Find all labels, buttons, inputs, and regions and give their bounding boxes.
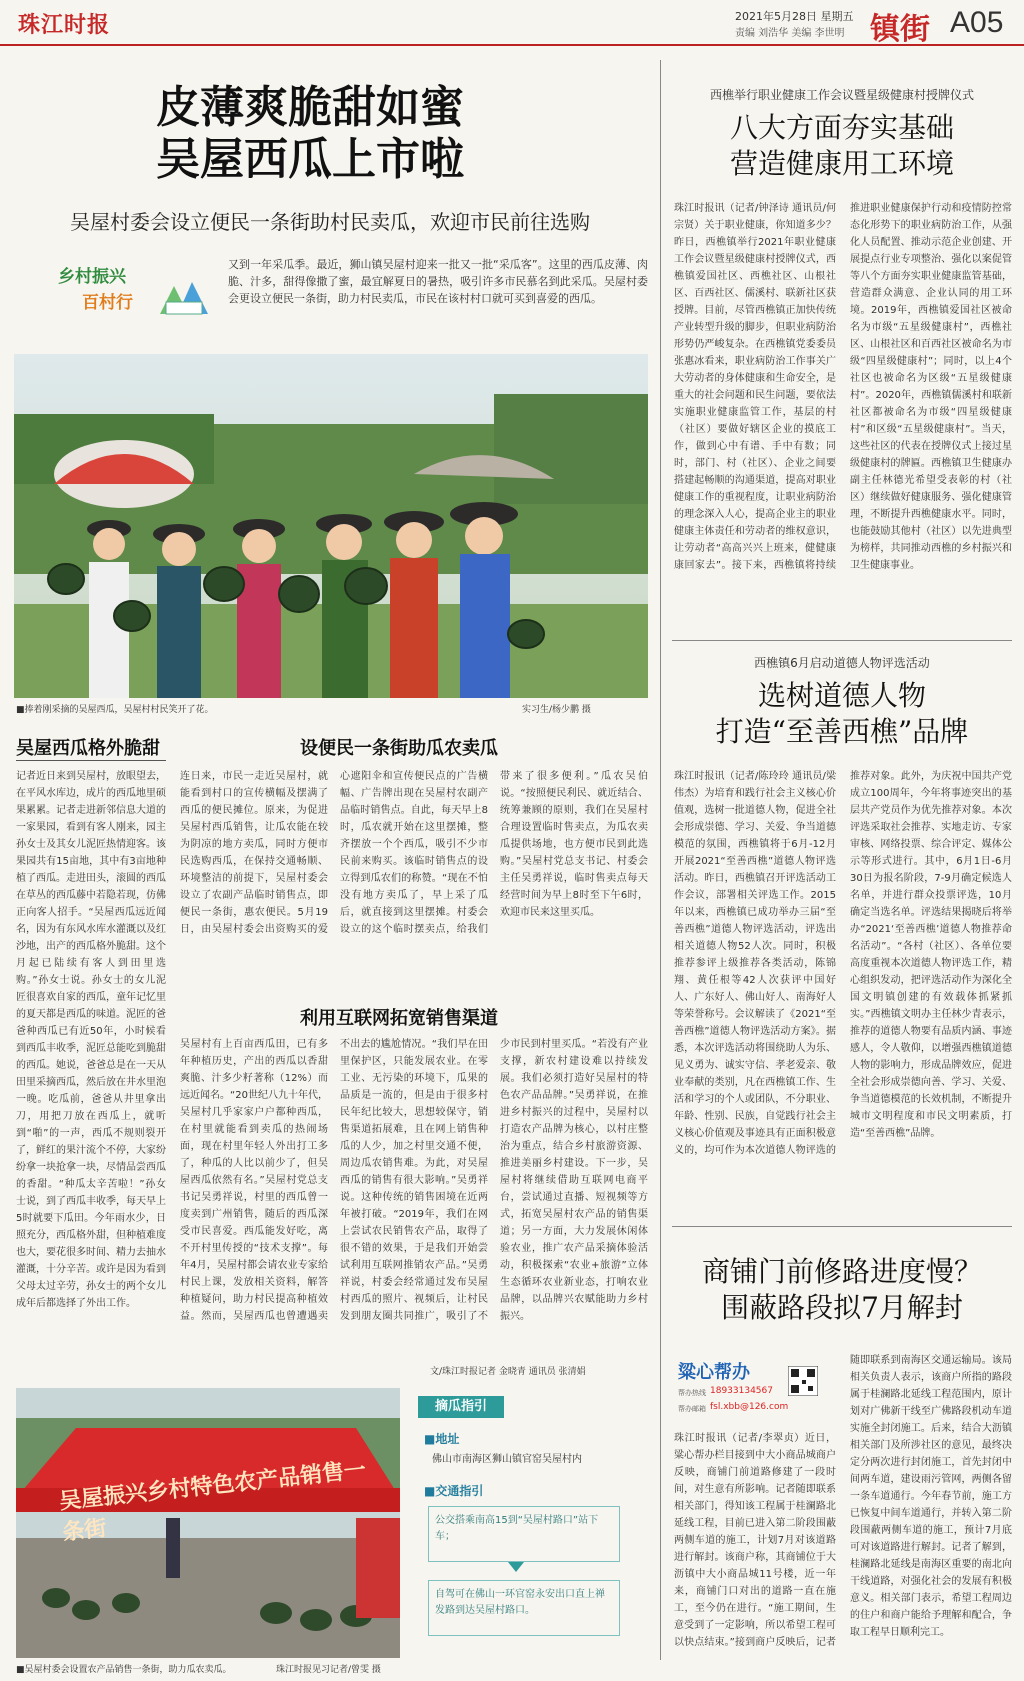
- masthead: [0, 0, 1024, 46]
- paper-logo: 珠江时报: [18, 12, 111, 38]
- story2-headline-line2: 营造健康用工环境: [729, 147, 954, 180]
- picking-guide: [416, 1392, 648, 1654]
- story4-text: [674, 1352, 1012, 1670]
- guide-bus: 公交搭乘南高15到“吴屋村路口”站下车；: [428, 1506, 620, 1562]
- section1-text: 记者近日来到吴屋村，放眼望去，在平风水库边，成片的西瓜地里硕果累累。记者走进新邻信息大道的一家果园，看到有客人刚来，园主孙女士及其女儿泥匠热情迎客。该果园共有15亩地，其中有3亩地种植了西瓜。走进田头，滚圆的西瓜在草丛的西瓜藤中若隐若现，仿佛正向客人招手。“吴屋西瓜远近闻名，因为有东风水库水灌溉以及红沙地，出产的西瓜格外脆甜。这个月起已陆续有客人到田里选购。”孙女士说。孙女士的女儿泥匠很喜欢自家的西瓜，童年记忆里的夏天都是西瓜的味道。泥匠的爸爸种西瓜已有近50年，小时候看到西瓜丰收季，泥匠总能吃到脆甜的西瓜。她说，爸爸总是在一天从田里采摘西瓜，然后放在井水里泡一晚。吃瓜前，爸爸从井里拿出刀，用把刀放在西瓜上，就听到“啪”的一声，西瓜不规则裂开了，鲜红的果汁流个不停，大家纷纷拿一块抢拿一块，尽情品尝西瓜的香甜。“种瓜太辛苦啦！”孙女士说，到了西瓜丰收季，每天早上5时就要下瓜田。今年雨水少，日照充分，西瓜格外甜，但种植难度也大，要花很多时间、精力去抽水灌溉，十分辛苦。或许是因为看到父母太过辛劳，孙女士的两个女儿成年后都选择了外出工作。: [16, 771, 166, 1309]
- market-photo-caption: ■吴屋村委会设置农产品销售一条街，助力瓜农卖瓜。: [16, 1665, 232, 1675]
- rural-revival-badge: [52, 256, 212, 328]
- market-photo-credit: 珠江时报见习记者/曾雯 摄: [276, 1665, 381, 1675]
- help-hotline: 18933134567: [710, 1386, 773, 1396]
- lead-photo: [14, 354, 648, 698]
- story2-kicker: 西樵举行职业健康工作会议暨星级健康村授牌仪式: [709, 88, 974, 102]
- lead-intro: 又到一年采瓜季。最近，狮山镇吴屋村迎来一批又一批“采瓜客”。这里的西瓜皮薄、肉脆、汁多，甜得像撒了蜜，最宜解夏日的暑热，吸引许多市民慕名到此采瓜。吴屋村委会更设立便民一条街，助力村民卖瓜，市民在该村村口就可买到喜爱的西瓜。: [228, 258, 648, 305]
- lead-byline: 文/珠江时报记者 金晓青 通讯员 张清娟: [430, 1367, 586, 1377]
- section-label: 镇街: [870, 12, 930, 47]
- story3-kicker: 西樵镇6月启动道德人物评选活动: [754, 656, 930, 670]
- guide-address: 佛山市南海区狮山镇官窑吴屋村内: [432, 1454, 582, 1465]
- section2-title: 设便民一条街助瓜农卖瓜: [300, 738, 498, 759]
- help-email-label: 帮办邮箱: [678, 1405, 706, 1413]
- story4-headline-line2: 围蔽路段拟7月解封: [721, 1291, 963, 1324]
- section3-text: 吴屋村有上百亩西瓜田，已有多年种植历史，产出的西瓜以香甜爽脆、汁多少籽著称（12%）而远近闻名。“20世纪八九十年代，吴屋村几乎家家户户都种西瓜，在村里就能看到卖瓜的热闹场面，现在村里年轻人外出打工多了，种瓜的人比以前少了，但吴屋西瓜依然有名。”吴屋村党总支书记吴勇祥说，村里的西瓜曾一度卖到广州销售，随后的西瓜深受市民喜爱。西瓜能发好吃，离不开村里传授的“技术支撑”。每年4月，吴屋村都会请农业专家给村民上课，发放相关资料，解答种植疑问，助力村民提高种植效益。然而，吴屋西瓜也曾遭遇卖不出去的尴尬情况。“我们早在田里保护区，只能发展农业。在零工业、无污染的环境下，瓜果的品质是一流的，但是由于很多村民年纪比较大，思想较保守，销售渠道拓展难，且在网上销售种瓜的人少，加之村里交通不便，周边瓜农销售难。为此，对吴屋西瓜的销售有很大影响。”吴勇祥说。这种传统的销售困境在近两年被打破。“2019年，我们在网上尝试农民销售农产品，取得了很不错的效果，于是我们开始尝试利用互联网推销农产品。”吴勇祥说，村委会经常通过发布吴屋村西瓜的照片、视频后，让村民发到朋友圈共同推广，吸引了不少市民到村里买瓜。“若没有产业支撑，新农村建设难以持续发展。我们必须打造好吴屋村的特色农产品品牌。”吴勇祥说，在推进乡村振兴的过程中，吴屋村以打造农产品牌为核心，以村庄整治为重点，结合乡村旅游资源、推进美丽乡村建设。下一步，吴屋村将继续借助互联网电商平台，尝试通过直播、短视频等方式，拓宽吴屋村农产品的销售渠道；另一方面，大力发展休闲体验农业，推广农产品采摘体验活动，积极探索“农业+旅游”立体生态循环农业新业态，打响农业品牌，以品牌兴农赋能助力乡村振兴。: [180, 1039, 648, 1322]
- section1-rule: [16, 760, 166, 761]
- story3-headline-line2: 打造“至善西樵”品牌: [715, 715, 969, 748]
- lead-headline: [100, 82, 520, 186]
- help-column-name: 粱心帮办: [678, 1362, 750, 1383]
- lead-headline-line1: 皮薄爽脆甜如蜜: [156, 82, 464, 133]
- story2-headline-line1: 八大方面夯实基础: [729, 111, 954, 144]
- watermelon-farmers-photo: [14, 354, 648, 698]
- column-divider: [660, 60, 661, 1660]
- story3-headline: [672, 678, 1012, 750]
- help-hotline-label: 帮办热线: [678, 1389, 706, 1397]
- story2-headline: [672, 110, 1012, 182]
- village-icon: [156, 268, 212, 318]
- story4-headline-line1: 商铺门前修路进度慢？: [701, 1255, 982, 1288]
- guide-drive: 自驾可在佛山一环官窑永安出口直上禅发路到达吴屋村路口。: [428, 1580, 620, 1636]
- guide-address-label: ■地址: [424, 1432, 460, 1446]
- guide-transport-label: ■交通指引: [424, 1484, 484, 1498]
- arrow-down-icon: [508, 1562, 524, 1574]
- help-box-spacer: [674, 1352, 822, 1430]
- story3-text: 珠江时报讯（记者/陈玲玲 通讯员/梁伟杰）为培育和践行社会主义核心价值观，选树一批道德人物，促进全社会形成崇德、学习、关爱、争当道德模范的氛围，西樵镇将于6月-12月开展2021“至善西樵”道德人物评选活动。昨日，西樵镇召开评选活动工作会议，部署相关评选工作。2015年以来，西樵镇已成功举办三届“至善西樵”道德人物评选活动，评选出相关道德人物52人次。同时，积极推荐参评上级推荐各类活动，陈锦翔、黄任根等42人次获评中国好人、广东好人、佛山好人、南海好人等荣誉称号。会议解读了《2021“至善西樵”道德人物评选活动方案》。据悉，本次评选活动将围绕助人为乐、见义勇为、诚实守信、孝老爱亲、敬业奉献的类别，凡在西樵镇工作、生活和学习的个人或团队，不分职业、年龄、性别、民族，自觉践行社会主义核心价值观及事迹具有正面积极意义的，均可作为本次道德人物评选的推荐对象。此外，为庆祝中国共产党成立100周年，今年将事迹突出的基层共产党员作为优先推荐对象。本次评选采取社会推荐、实地走访、专家审核、网络投票、综合评定、媒体公示等形式进行。其中，6月1日-6月30日为报名阶段，7-9月确定候选人名单，并进行群众投票评选，10月确定当选名单。评选结果揭晓后将举办“2021‘至善西樵’道德人物推荐命名活动”。“各村（社区）、各单位要高度重视本次道德人物评选工作，精心组织发动，把评选活动作为深化全国文明镇创建的有效载体抓紧抓实。”西樵镇文明办主任林少青表示，推荐的道德人物要有品质内涵、事迹感人，令人敬仰，以增强西樵镇道德人物的影响力，形成品牌效应，促进全社会形成崇德向善、学习、关爱、争当道德模范的长效机制，不断提升城市文明程度和市民文明素质，打造“至善西樵”品牌。: [674, 771, 1012, 1156]
- story3-headline-line1: 选树道德人物: [757, 679, 926, 712]
- story4-headline: [672, 1254, 1012, 1326]
- section1-title: 吴屋西瓜格外脆甜: [16, 738, 160, 759]
- story4-text-body: 珠江时报讯（记者/李翠贞）近日，粱心帮办栏目接到中大小商品城商户反映，商铺门前道路修建了一段时间，对生意有所影响。记者随即联系相关部门，得知该工程属于桂澜路北延线工程，目前已进入第二阶段围蔽两侧车道的施工，计划7月对该道路进行解封。该商户称，其商铺位于大沥镇中大小商品城11号楼，近一年来，商铺门口对出的道路一直在施工，至今仍在进行。“施工期间，生意受到了一定影响，所以希望工程可以快点结束。”接到商户反映后，记者随即联系到南海区交通运输局。该局相关负责人表示，该商户所指的路段属于桂澜路北延线工程范围内，原计划对广佛新干线至广佛路段机动车道实施全封闭施工。后来，结合大沥镇相关部门及所涉社区的意见，最终决定分两次进行封闭施工，首先封闭中间两车道，建设雨污管网，两侧各留一条车道通行。今年春节前，施工方已恢复中间车道通行，并转入第二阶段围蔽两侧车道的施工，预计7月底可对该道路进行解封。记者了解到，桂澜路北延线是南海区重要的南北向干线道路，对强化社会的发展有积极意义。相关部门表示，希望工程周边的住户和商户能给予理解和配合，争取工程早日顺利完工。: [674, 1355, 1012, 1648]
- story2-text: 珠江时报讯（记者/钟泽诗 通讯员/何宗贤）关于职业健康，你知道多少？昨日，西樵镇举行2021年职业健康工作会议暨星级健康村授牌仪式，西樵镇爱国社区、西樵社区、山根社区、百西社区、儒溪村、联新社区获授牌。目前，尽管西樵镇正加快传统产业转型升级的脚步，但职业病防治形势仍严峻复杂。在西樵镇党委委员张惠冰看来，职业病防治工作事关广大劳动者的身体健康和生命安全，是重大的社会问题和民生问题，要依法实施职业健康监管工作，基层的村（社区）要做好辖区企业的摸底工作，做到心中有谱、手中有数；同时，部门、村（社区）、企业之间要搭建起畅顺的沟通渠道，提高对职业健康工作的重视程度，让职业病防治的理念深入人心，提高企业主的职业健康主体责任和劳动者的维权意识，让劳动者“高高兴兴上班来，健健康康回家去”。接下来，西樵镇将持续推进职业健康保护行动和疫情防控常态化形势下的职业病防治工作，从强化人员配置、推动示范企业创建、开展提点行业专项整治、强化以案促管等八个方面夯实职业健康监管基础，营造群众满意、企业认同的用工环境。2019年，西樵镇爱国社区被命名为市级“五星级健康村”，西樵社区、山根社区和百西社区被命名为市级“四星级健康村”；同时，以上4个社区也被命名为区级“五星级健康村”。2020年，西樵镇儒溪村和联新社区都被命名为市级“四星级健康村”和区级“五星级健康村”。当天，这些社区的代表在授牌仪式上接过星级健康村的牌匾。西樵镇卫生健康办副主任林德光希望受表彰的村（社区）继续做好健康服务、强化健康管理，不断提升西樵健康水平。同时，也能鼓励其他村（社区）以先进典型为榜样，共同推动西樵的乡村振兴和卫生健康事业。: [674, 203, 1012, 571]
- market-banner-text: 吴屋振兴乡村特色农产品销售一条街: [58, 1456, 368, 1546]
- story-divider-1: [672, 640, 1012, 641]
- editors-line: 责编 刘浩华 美编 李世明: [735, 28, 845, 39]
- lead-headline-line2: 吴屋西瓜上市啦: [156, 134, 464, 185]
- badge-line2: 百村行: [82, 293, 133, 313]
- section2-text: 连日来，市民一走近吴屋村，就能看到村口的宣传横幅及摆满了西瓜的便民摊位。原来，为促进吴屋村西瓜销售，让瓜农能在较为阴凉的地方卖瓜，同时方便市民选购西瓜，在保持交通畅顺、环境整洁的前提下，吴屋村委会设立了农副产品临时销售点，即便民一条街，惠农便民。5月19日，由吴屋村委会出资购买的爱心遮阳伞和宣传便民点的广告横幅、广告牌出现在吴屋村农副产品临时销售点。自此，每天早上8时，瓜农就开始在这里摆摊，整齐摆放一个个西瓜，吸引不少市民前来购买。该临时销售点的设立得到瓜农们的称赞。“现在不怕没有地方卖瓜了，早上采了瓜后，就直接到这里摆摊。村委会设立的这个临时摆卖点，给我们带来了很多便利。”瓜农吴伯说。“按照便民利民、就近结合、统筹兼顾的原则，我们在吴屋村合理设置临时售卖点，为瓜农卖瓜提供场地，也方便市民到此选购。”吴屋村党总支书记、村委会主任吴勇祥说，临时售卖点每天经营时间为早上8时至下午6时，欢迎市民来这里买瓜。: [180, 771, 648, 935]
- page-number: A05: [950, 6, 1004, 39]
- lead-photo-credit: 实习生/杨少鹏 摄: [522, 705, 591, 715]
- section3-title: 利用互联网拓宽销售渠道: [300, 1008, 498, 1029]
- badge-line1: 乡村振兴: [58, 267, 126, 287]
- lead-subtitle: 吴屋村委会设立便民一条街助村民卖瓜，欢迎市民前往选购: [70, 210, 590, 234]
- help-email: fsl.xbb@126.com: [710, 1402, 789, 1412]
- story-divider-2: [672, 1226, 1012, 1227]
- lead-photo-caption: ■捧着刚采摘的吴屋西瓜，吴屋村村民笑开了花。: [16, 705, 214, 715]
- issue-date: 2021年5月28日 星期五: [735, 10, 854, 23]
- guide-title: 摘瓜指引: [418, 1396, 504, 1418]
